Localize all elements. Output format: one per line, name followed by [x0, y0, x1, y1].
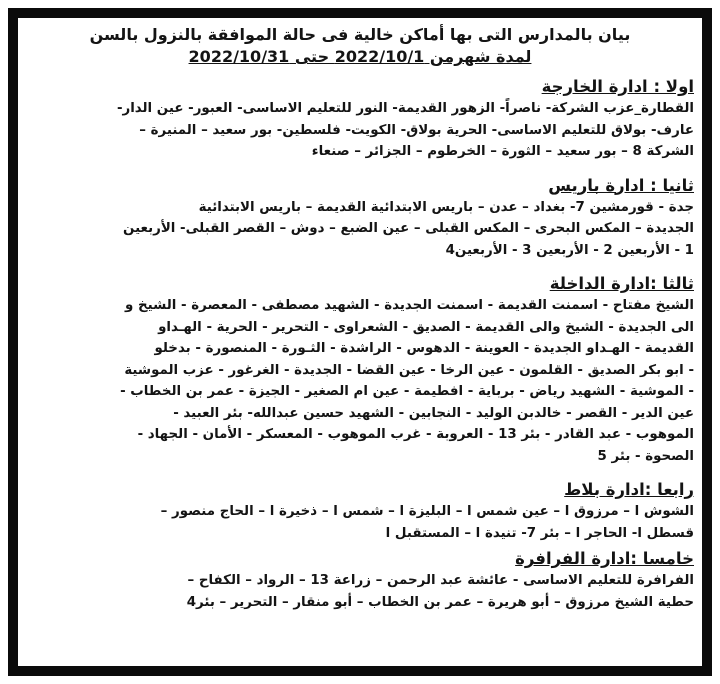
document-page [18, 18, 702, 666]
school-list-line: القديمة - الهـداو الجديدة - العوينة - الدهوس - الراشدة - الثـورة - المنصورة - بدخلو [154, 341, 694, 356]
document-body [26, 24, 694, 662]
school-list-line: الصحوة - بئر 5 [597, 448, 694, 464]
school-list-line: حطية الشيخ مرزوق – أبو هريرة – عمر بن الخطاب – أبو منقار – التحرير – بئر4 [186, 594, 694, 610]
document-heading: بيان بالمدارس التى بها أماكن خالية فى حالة الموافقة بالنزول بالسن [89, 25, 631, 44]
section-dakhla [26, 273, 694, 467]
section-balat [26, 479, 694, 544]
school-list-line: الشوش ا – مرزوق ا – عين شمس ا – البليزة ا – شمس ا – ذخيرة ا – الحاج منصور – [160, 504, 694, 519]
document-period: لمدة شهرمن 2022/10/1 حتى 2022/10/31 [188, 47, 532, 66]
section-kharga [26, 76, 694, 163]
school-list-line: الجديدة – المكس البحرى – المكس القبلى – عين الضبع – دوش – القصر القبلى- الأربعين [123, 221, 694, 236]
school-list-line: الى الجديدة - الشيخ والى القديمة - الصديق - الشعراوى - التحرير - الحرية - الهـداو [158, 319, 694, 335]
school-list-line: قسطل ا- الحاجر ا – بئر 7- تنيدة ا – المستقبل ا [385, 525, 694, 541]
school-list-line: عارف- بولاق للتعليم الاساسى- الحرية بولاق- الكويت- فلسطين- بور سعيد – المنيرة – [139, 122, 694, 138]
section-paris [26, 175, 694, 262]
section-title: ثانيا : ادارة باريس [548, 175, 694, 195]
school-list-line: جدة - قورمشين 7- بغداد – عدن – باريس الابتدائية القديمة – باريس الابتدائية [198, 199, 694, 215]
school-list-line: الشركة 8 – بور سعيد – الثورة – الخرطوم – الجزائر – صنعاء [311, 144, 694, 159]
section-title: اولا : ادارة الخارجة [541, 77, 694, 96]
school-list-line: الفرافرة للتعليم الاساسى - عائشة عبد الرحمن – زراعة 13 – الرواد – الكفاح – [187, 573, 694, 588]
section-title: ثالثا :ادارة الداخلة [549, 274, 694, 293]
section-farafra [26, 548, 694, 613]
black-border-frame [8, 8, 712, 676]
school-list-line: عين الدير - القصر - خالدبن الوليد - النجابين - الشهيد حسين عبدالله- بئر العبيد - [173, 405, 694, 421]
school-list-line: - ابو بكر الصديق - القلمون - عين الرخا - عين القضا - الجديدة - الغرغور - عزب الموشية [124, 362, 694, 378]
section-title: خامسا :ادارة الفرافرة [515, 549, 694, 568]
section-title: رابعا :ادارة بلاط [564, 480, 694, 499]
school-list-line: الشيخ مفتاح - اسمنت القديمة - اسمنت الجديدة - الشهيد مصطفى - المعصرة - الشيخ و [125, 298, 694, 313]
school-list-line: 1 - الأربعين 2 - الأربعين 3 - الأربعين4 [445, 242, 694, 258]
school-list-line: الموهوب - عبد القادر - بئر 13 - العروبة - غرب الموهوب - المعسكر - الأمان - الجهاد - [137, 427, 694, 442]
school-list-line: القطارة_عزب الشركة- ناصراً- الزهور القديمة- النور للتعليم الاساسى- العبور- عين الدار- [116, 101, 694, 116]
school-list-line: - الموشية - الشهيد رياض - برباية - افطيمة - عين ام الصغير - الجيزة - عمر بن الخطاب - [120, 384, 694, 399]
